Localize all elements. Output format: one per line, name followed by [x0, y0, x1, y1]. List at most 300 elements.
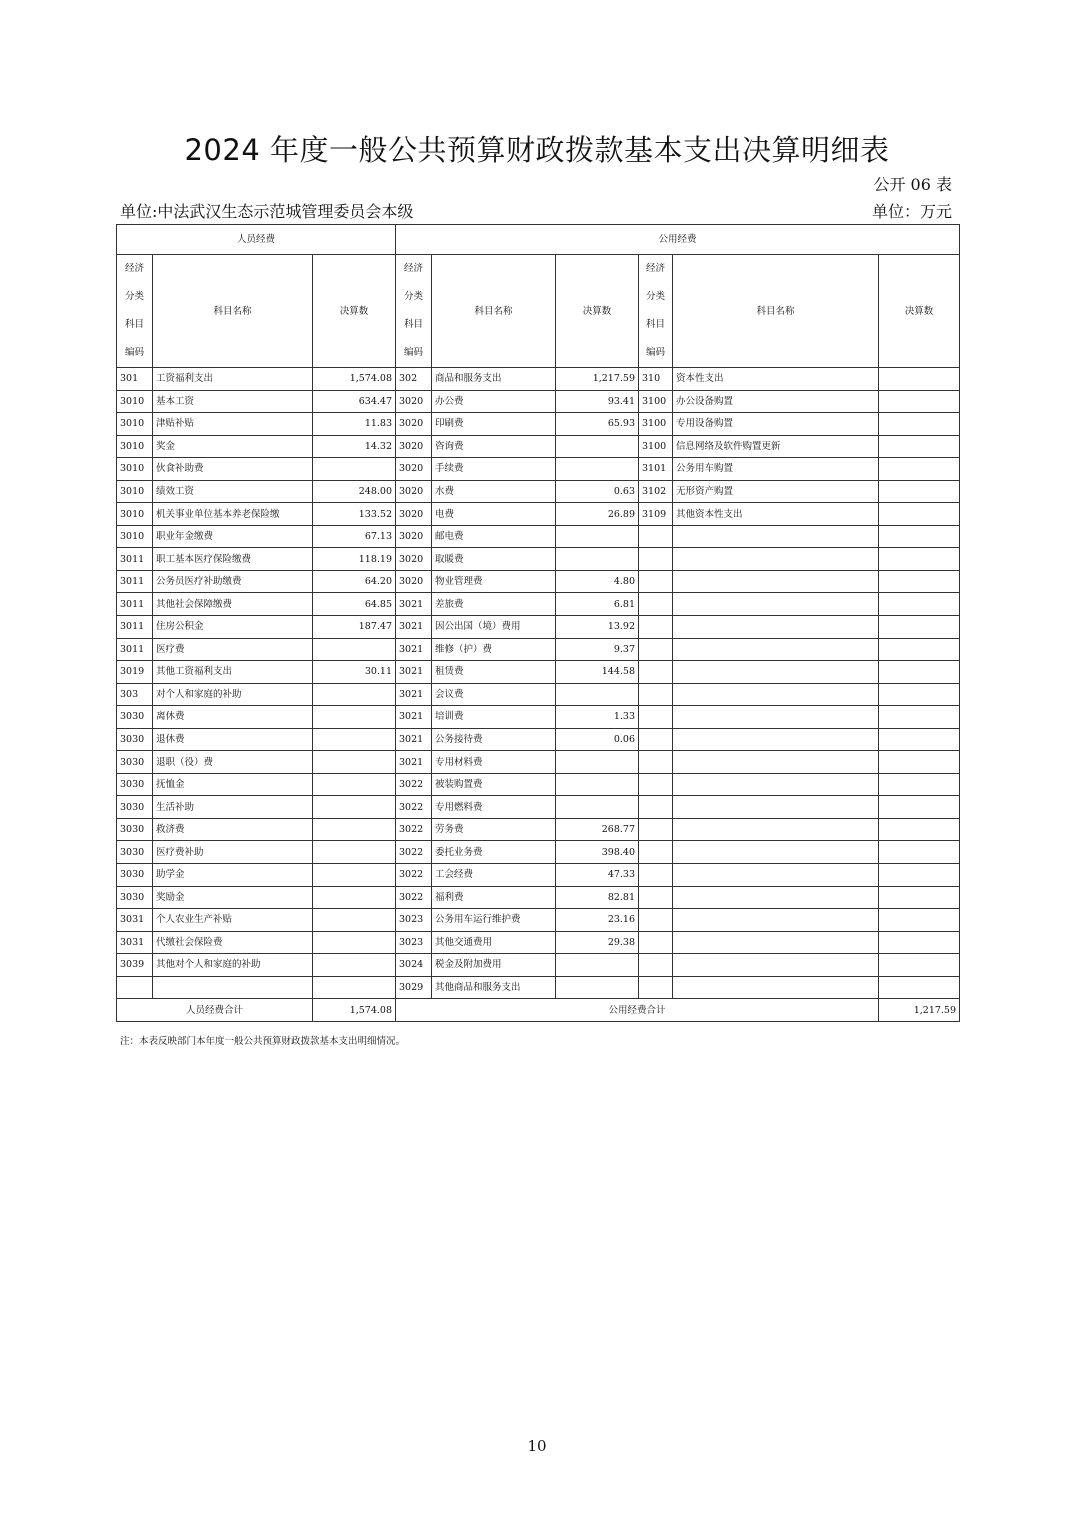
- capital-item-name: [673, 616, 879, 639]
- public-item-name: 公务用车运行维护费: [432, 909, 556, 932]
- table-row: [117, 751, 960, 774]
- table-row: [117, 706, 960, 729]
- capital-item-name: 办公设备购置: [673, 390, 879, 413]
- public-code: 3021: [396, 706, 432, 729]
- capital-amount: [879, 548, 960, 571]
- capital-item-name: [673, 593, 879, 616]
- capital-amount: [879, 390, 960, 413]
- totals-row: [117, 999, 960, 1022]
- capital-code: 310: [639, 368, 673, 391]
- capital-amount: [879, 954, 960, 977]
- personnel-item-name: 医疗费: [153, 638, 313, 661]
- public-amount: 144.58: [556, 661, 639, 684]
- personnel-amount: [313, 886, 396, 909]
- personnel-code: 3010: [117, 503, 153, 526]
- capital-amount: [879, 976, 960, 999]
- public-amount: 23.16: [556, 909, 639, 932]
- public-item-name: 福利费: [432, 886, 556, 909]
- capital-code: [639, 570, 673, 593]
- public-amount: [556, 954, 639, 977]
- table-row: [117, 683, 960, 706]
- public-code: 3021: [396, 593, 432, 616]
- public-item-name: 印刷费: [432, 413, 556, 436]
- capital-item-name: 公务用车购置: [673, 458, 879, 481]
- public-code: 3022: [396, 773, 432, 796]
- public-code: 3020: [396, 570, 432, 593]
- public-code: 3020: [396, 480, 432, 503]
- public-code: 3022: [396, 818, 432, 841]
- public-amount: 0.63: [556, 480, 639, 503]
- capital-item-name: 专用设备购置: [673, 413, 879, 436]
- name-header: 科目名称: [153, 255, 313, 368]
- personnel-code: 3030: [117, 773, 153, 796]
- personnel-item-name: 奖励金: [153, 886, 313, 909]
- capital-code: 3100: [639, 435, 673, 458]
- public-amount: 29.38: [556, 931, 639, 954]
- capital-code: [639, 909, 673, 932]
- public-code: 3023: [396, 931, 432, 954]
- table-row: [117, 661, 960, 684]
- capital-item-name: [673, 864, 879, 887]
- personnel-code: 3010: [117, 413, 153, 436]
- personnel-amount: [313, 818, 396, 841]
- personnel-amount: 64.85: [313, 593, 396, 616]
- public-code: 3023: [396, 909, 432, 932]
- personnel-amount: [313, 751, 396, 774]
- code-header: 经济 分类 科目 编码: [639, 255, 673, 368]
- public-item-name: 邮电费: [432, 525, 556, 548]
- personnel-item-name: 生活补助: [153, 796, 313, 819]
- personnel-item-name: 公务员医疗补助缴费: [153, 570, 313, 593]
- personnel-code: 3030: [117, 841, 153, 864]
- personnel-total-amount: 1,574.08: [313, 999, 396, 1022]
- public-amount: 268.77: [556, 818, 639, 841]
- capital-code: [639, 751, 673, 774]
- capital-amount: [879, 661, 960, 684]
- table-row: [117, 458, 960, 481]
- public-item-name: 专用燃料费: [432, 796, 556, 819]
- capital-code: 3100: [639, 413, 673, 436]
- public-item-name: 维修（护）费: [432, 638, 556, 661]
- capital-code: [639, 773, 673, 796]
- personnel-code: 3010: [117, 480, 153, 503]
- public-code: 3022: [396, 796, 432, 819]
- public-amount: [556, 458, 639, 481]
- public-item-name: 其他商品和服务支出: [432, 976, 556, 999]
- personnel-item-name: 职业年金缴费: [153, 525, 313, 548]
- personnel-code: 3011: [117, 570, 153, 593]
- personnel-code: 303: [117, 683, 153, 706]
- table-row: [117, 593, 960, 616]
- personnel-code: 3030: [117, 886, 153, 909]
- capital-amount: [879, 864, 960, 887]
- personnel-item-name: 其他社会保障缴费: [153, 593, 313, 616]
- personnel-item-name: 绩效工资: [153, 480, 313, 503]
- capital-code: [639, 683, 673, 706]
- capital-amount: [879, 570, 960, 593]
- capital-code: [639, 525, 673, 548]
- capital-amount: [879, 413, 960, 436]
- personnel-code: 3010: [117, 525, 153, 548]
- table-row: [117, 570, 960, 593]
- public-item-name: 劳务费: [432, 818, 556, 841]
- public-code: 302: [396, 368, 432, 391]
- public-item-name: 手续费: [432, 458, 556, 481]
- amount-header: 决算数: [556, 255, 639, 368]
- capital-code: [639, 661, 673, 684]
- table-row: [117, 886, 960, 909]
- public-code: 3021: [396, 728, 432, 751]
- public-code: 3022: [396, 841, 432, 864]
- table-row: [117, 773, 960, 796]
- capital-item-name: [673, 548, 879, 571]
- personnel-code: 3011: [117, 638, 153, 661]
- capital-item-name: [673, 525, 879, 548]
- personnel-code: 3030: [117, 796, 153, 819]
- table-row: [117, 728, 960, 751]
- personnel-item-name: 对个人和家庭的补助: [153, 683, 313, 706]
- personnel-amount: 1,574.08: [313, 368, 396, 391]
- capital-code: [639, 841, 673, 864]
- table-row: [117, 818, 960, 841]
- capital-code: [639, 931, 673, 954]
- capital-code: [639, 728, 673, 751]
- capital-item-name: [673, 570, 879, 593]
- table-row: [117, 368, 960, 391]
- public-amount: 1,217.59: [556, 368, 639, 391]
- capital-item-name: [673, 751, 879, 774]
- personnel-amount: [313, 706, 396, 729]
- personnel-amount: [313, 796, 396, 819]
- capital-item-name: [673, 706, 879, 729]
- capital-amount: [879, 886, 960, 909]
- public-item-name: 工会经费: [432, 864, 556, 887]
- capital-item-name: [673, 773, 879, 796]
- capital-item-name: [673, 683, 879, 706]
- table-row: [117, 480, 960, 503]
- table-row: [117, 503, 960, 526]
- personnel-code: 3039: [117, 954, 153, 977]
- public-item-name: 办公费: [432, 390, 556, 413]
- personnel-code: 3030: [117, 818, 153, 841]
- page-number: 10: [527, 1437, 547, 1455]
- personnel-code: 301: [117, 368, 153, 391]
- public-item-name: 咨询费: [432, 435, 556, 458]
- capital-item-name: [673, 841, 879, 864]
- table-row: [117, 976, 960, 999]
- personnel-item-name: 助学金: [153, 864, 313, 887]
- personnel-amount: 11.83: [313, 413, 396, 436]
- personnel-amount: [313, 954, 396, 977]
- public-code: 3022: [396, 886, 432, 909]
- personnel-item-name: 抚恤金: [153, 773, 313, 796]
- capital-code: [639, 886, 673, 909]
- public-code: 3020: [396, 390, 432, 413]
- public-code: 3021: [396, 751, 432, 774]
- table-row: [117, 435, 960, 458]
- capital-amount: [879, 525, 960, 548]
- public-item-name: 物业管理费: [432, 570, 556, 593]
- personnel-amount: 118.19: [313, 548, 396, 571]
- personnel-amount: [313, 909, 396, 932]
- code-header: 经济 分类 科目 编码: [396, 255, 432, 368]
- capital-amount: [879, 841, 960, 864]
- public-item-name: 专用材料费: [432, 751, 556, 774]
- personnel-amount: 30.11: [313, 661, 396, 684]
- expenditure-table: [116, 224, 960, 1022]
- public-amount: 6.81: [556, 593, 639, 616]
- public-item-name: 电费: [432, 503, 556, 526]
- capital-code: 3102: [639, 480, 673, 503]
- personnel-amount: 14.32: [313, 435, 396, 458]
- capital-amount: [879, 503, 960, 526]
- personnel-code: 3030: [117, 706, 153, 729]
- personnel-item-name: 退职（役）费: [153, 751, 313, 774]
- public-code: 3020: [396, 413, 432, 436]
- public-item-name: 取暖费: [432, 548, 556, 571]
- personnel-amount: [313, 683, 396, 706]
- public-item-name: 因公出国（境）费用: [432, 616, 556, 639]
- public-amount: 1.33: [556, 706, 639, 729]
- form-number: 公开 06 表: [873, 175, 952, 194]
- public-item-name: 差旅费: [432, 593, 556, 616]
- capital-amount: [879, 616, 960, 639]
- capital-amount: [879, 751, 960, 774]
- personnel-item-name: 津贴补贴: [153, 413, 313, 436]
- personnel-code: 3011: [117, 593, 153, 616]
- table-row: [117, 909, 960, 932]
- public-amount: 4.80: [556, 570, 639, 593]
- table-note: 注：本表反映部门本年度一般公共预算财政拨款基本支出明细情况。: [120, 1036, 406, 1047]
- capital-amount: [879, 458, 960, 481]
- capital-amount: [879, 818, 960, 841]
- personnel-item-name: 其他对个人和家庭的补助: [153, 954, 313, 977]
- public-amount: [556, 525, 639, 548]
- public-amount: [556, 683, 639, 706]
- capital-item-name: [673, 638, 879, 661]
- capital-item-name: [673, 818, 879, 841]
- capital-amount: [879, 480, 960, 503]
- personnel-code: 3031: [117, 931, 153, 954]
- personnel-item-name: 奖金: [153, 435, 313, 458]
- capital-amount: [879, 638, 960, 661]
- capital-code: 3109: [639, 503, 673, 526]
- public-item-name: 水费: [432, 480, 556, 503]
- personnel-code: 3030: [117, 751, 153, 774]
- capital-amount: [879, 368, 960, 391]
- capital-item-name: [673, 886, 879, 909]
- public-code: 3021: [396, 638, 432, 661]
- public-code: 3020: [396, 458, 432, 481]
- table-row: [117, 931, 960, 954]
- personnel-item-name: 其他工资福利支出: [153, 661, 313, 684]
- amount-header: 决算数: [879, 255, 960, 368]
- public-code: 3022: [396, 864, 432, 887]
- table-row: [117, 954, 960, 977]
- personnel-amount: [313, 841, 396, 864]
- personnel-amount: 187.47: [313, 616, 396, 639]
- personnel-item-name: 工资福利支出: [153, 368, 313, 391]
- table-row: [117, 616, 960, 639]
- public-amount: 0.06: [556, 728, 639, 751]
- personnel-item-name: 基本工资: [153, 390, 313, 413]
- capital-item-name: [673, 976, 879, 999]
- personnel-code: 3030: [117, 728, 153, 751]
- personnel-item-name: 退休费: [153, 728, 313, 751]
- capital-item-name: 信息网络及软件购置更新: [673, 435, 879, 458]
- personnel-amount: [313, 864, 396, 887]
- capital-item-name: [673, 796, 879, 819]
- personnel-item-name: [153, 976, 313, 999]
- personnel-amount: [313, 976, 396, 999]
- public-code: 3029: [396, 976, 432, 999]
- public-group-header: 公用经费: [396, 225, 960, 255]
- public-item-name: 税金及附加费用: [432, 954, 556, 977]
- public-code: 3024: [396, 954, 432, 977]
- name-header: 科目名称: [673, 255, 879, 368]
- public-amount: [556, 976, 639, 999]
- personnel-code: 3011: [117, 616, 153, 639]
- table-row: [117, 638, 960, 661]
- public-code: 3021: [396, 683, 432, 706]
- public-amount: [556, 548, 639, 571]
- public-code: 3021: [396, 661, 432, 684]
- personnel-total-label: 人员经费合计: [117, 999, 313, 1022]
- public-code: 3020: [396, 435, 432, 458]
- name-header: 科目名称: [432, 255, 556, 368]
- organization-unit: 单位:中法武汉生态示范城管理委员会本级: [120, 202, 414, 221]
- personnel-code: 3030: [117, 864, 153, 887]
- public-amount: 9.37: [556, 638, 639, 661]
- personnel-amount: 67.13: [313, 525, 396, 548]
- personnel-code: 3031: [117, 909, 153, 932]
- public-item-name: 公务接待费: [432, 728, 556, 751]
- personnel-amount: [313, 931, 396, 954]
- table-row: [117, 413, 960, 436]
- personnel-code: [117, 976, 153, 999]
- capital-item-name: [673, 728, 879, 751]
- capital-item-name: 资本性支出: [673, 368, 879, 391]
- public-amount: [556, 435, 639, 458]
- capital-code: 3100: [639, 390, 673, 413]
- capital-amount: [879, 683, 960, 706]
- capital-item-name: [673, 909, 879, 932]
- capital-code: [639, 616, 673, 639]
- table-row: [117, 841, 960, 864]
- table-row: [117, 796, 960, 819]
- public-code: 3020: [396, 548, 432, 571]
- public-item-name: 商品和服务支出: [432, 368, 556, 391]
- personnel-item-name: 个人农业生产补贴: [153, 909, 313, 932]
- public-amount: 65.93: [556, 413, 639, 436]
- public-code: 3021: [396, 616, 432, 639]
- currency-unit: 单位：万元: [871, 202, 952, 221]
- capital-amount: [879, 706, 960, 729]
- capital-item-name: [673, 661, 879, 684]
- capital-item-name: 其他资本性支出: [673, 503, 879, 526]
- group-header-row: [117, 225, 960, 255]
- capital-code: [639, 706, 673, 729]
- public-amount: [556, 796, 639, 819]
- personnel-code: 3010: [117, 458, 153, 481]
- page-title: 2024 年度一般公共预算财政拨款基本支出决算明细表: [184, 133, 890, 167]
- capital-amount: [879, 593, 960, 616]
- personnel-code: 3019: [117, 661, 153, 684]
- personnel-item-name: 机关事业单位基本养老保险缴: [153, 503, 313, 526]
- personnel-item-name: 职工基本医疗保险缴费: [153, 548, 313, 571]
- personnel-group-header: 人员经费: [117, 225, 396, 255]
- capital-item-name: [673, 931, 879, 954]
- capital-amount: [879, 909, 960, 932]
- capital-amount: [879, 435, 960, 458]
- personnel-amount: 634.47: [313, 390, 396, 413]
- public-code: 3020: [396, 503, 432, 526]
- public-amount: [556, 751, 639, 774]
- capital-item-name: 无形资产购置: [673, 480, 879, 503]
- personnel-amount: 133.52: [313, 503, 396, 526]
- capital-amount: [879, 773, 960, 796]
- capital-code: [639, 976, 673, 999]
- table-row: [117, 525, 960, 548]
- capital-code: [639, 638, 673, 661]
- personnel-item-name: 医疗费补助: [153, 841, 313, 864]
- personnel-amount: [313, 458, 396, 481]
- table-row: [117, 864, 960, 887]
- personnel-code: 3011: [117, 548, 153, 571]
- capital-code: 3101: [639, 458, 673, 481]
- capital-code: [639, 864, 673, 887]
- capital-amount: [879, 728, 960, 751]
- public-item-name: 培训费: [432, 706, 556, 729]
- public-amount: 398.40: [556, 841, 639, 864]
- personnel-item-name: 代缴社会保险费: [153, 931, 313, 954]
- personnel-item-name: 住房公积金: [153, 616, 313, 639]
- public-amount: 13.92: [556, 616, 639, 639]
- capital-code: [639, 796, 673, 819]
- public-item-name: 委托业务费: [432, 841, 556, 864]
- personnel-amount: [313, 773, 396, 796]
- code-header: 经济 分类 科目 编码: [117, 255, 153, 368]
- public-amount: 47.33: [556, 864, 639, 887]
- public-item-name: 其他交通费用: [432, 931, 556, 954]
- personnel-code: 3010: [117, 435, 153, 458]
- table-row: [117, 548, 960, 571]
- capital-code: [639, 593, 673, 616]
- capital-item-name: [673, 954, 879, 977]
- public-amount: 93.41: [556, 390, 639, 413]
- public-item-name: 被装购置费: [432, 773, 556, 796]
- column-header-row: [117, 255, 960, 368]
- capital-amount: [879, 796, 960, 819]
- public-amount: 26.89: [556, 503, 639, 526]
- table-row: [117, 390, 960, 413]
- public-amount: [556, 773, 639, 796]
- amount-header: 决算数: [313, 255, 396, 368]
- public-item-name: 会议费: [432, 683, 556, 706]
- capital-code: [639, 954, 673, 977]
- personnel-item-name: 离休费: [153, 706, 313, 729]
- capital-code: [639, 548, 673, 571]
- personnel-code: 3010: [117, 390, 153, 413]
- personnel-amount: [313, 728, 396, 751]
- public-code: 3020: [396, 525, 432, 548]
- personnel-item-name: 救济费: [153, 818, 313, 841]
- public-amount: 82.81: [556, 886, 639, 909]
- public-item-name: 租赁费: [432, 661, 556, 684]
- personnel-item-name: 伙食补助费: [153, 458, 313, 481]
- personnel-amount: 248.00: [313, 480, 396, 503]
- public-total-label: 公用经费合计: [396, 999, 879, 1022]
